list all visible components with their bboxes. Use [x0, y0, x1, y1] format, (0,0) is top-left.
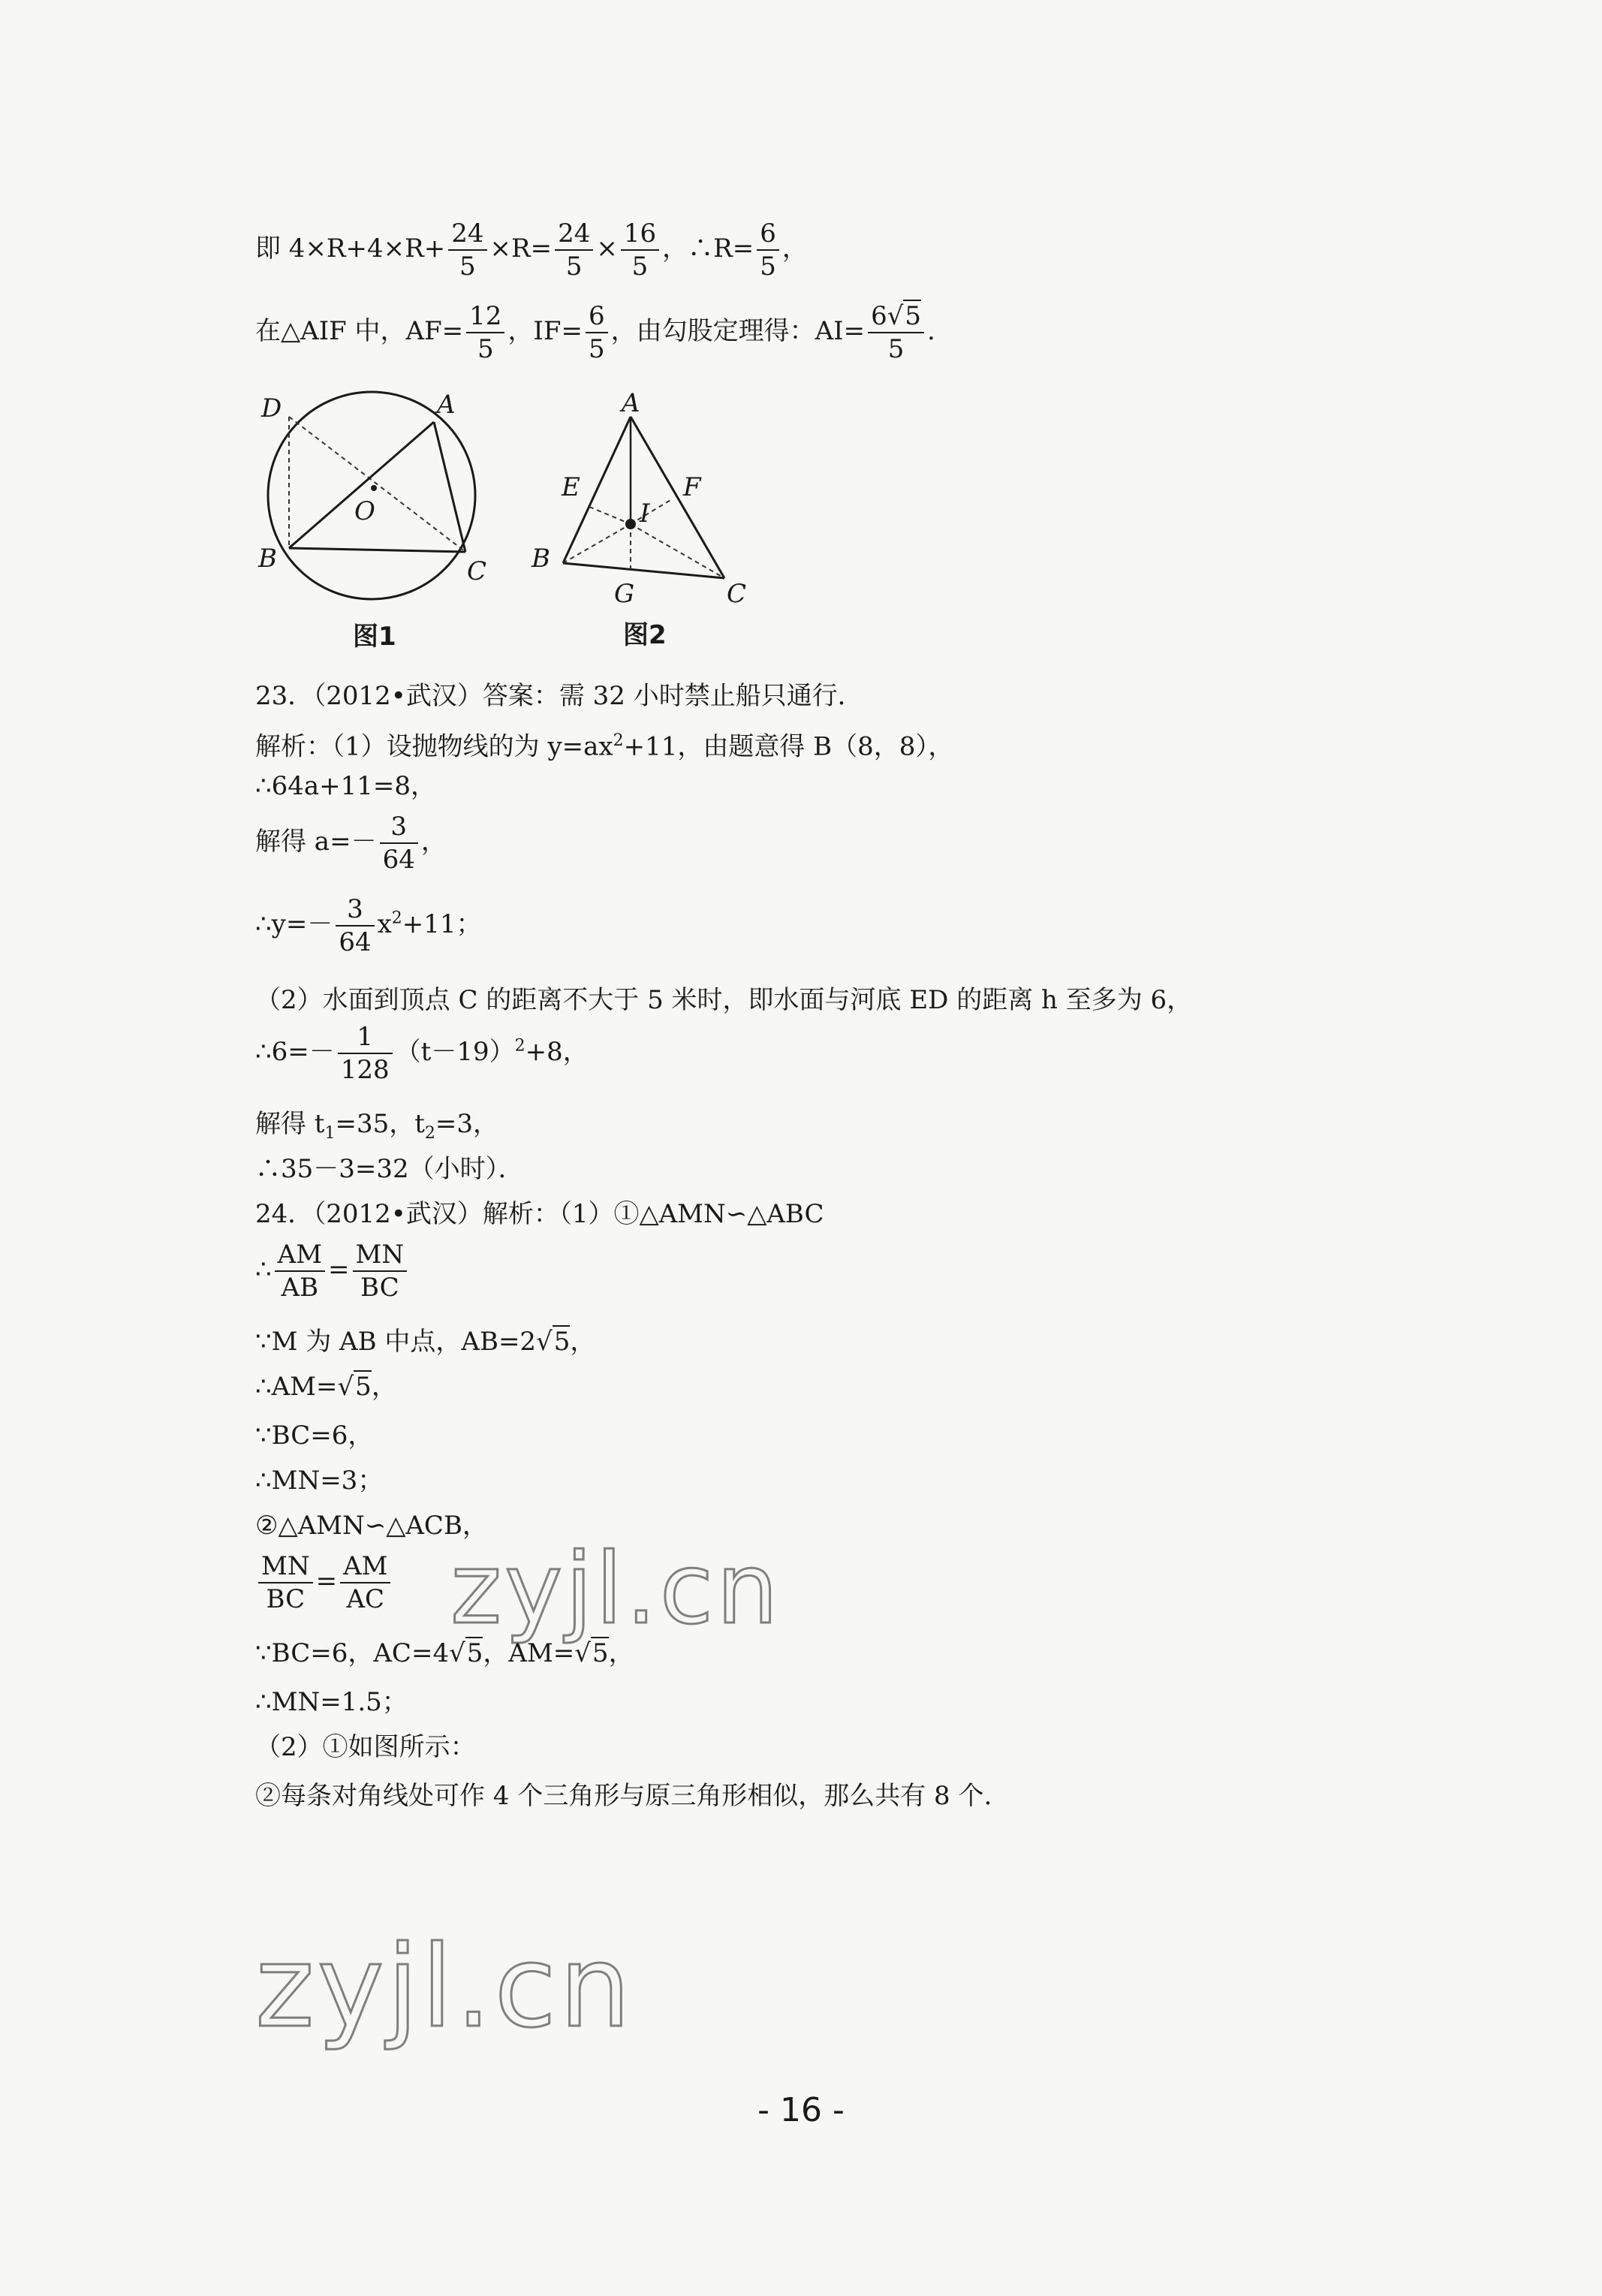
equation-line: ∴64a+11=8，: [255, 771, 437, 801]
label-c: C: [467, 556, 487, 586]
equation-line: [255, 1550, 393, 1615]
text: +8，: [525, 1037, 589, 1067]
text: ，∴R=: [662, 234, 754, 264]
denominator: AC: [346, 1584, 385, 1614]
superscript: 2: [613, 731, 624, 750]
equation-line: [255, 1107, 498, 1150]
analysis-line: [255, 725, 953, 763]
numerator: 3: [380, 811, 418, 844]
text: ∴: [255, 1255, 272, 1285]
page-number: - 16 -: [757, 2091, 845, 2129]
text: 解析：（1）设抛物线的为 y=ax: [255, 731, 613, 762]
text: =: [328, 1255, 350, 1285]
radicand: 5: [592, 1638, 609, 1668]
fraction: [466, 300, 504, 365]
denominator: 5: [459, 252, 476, 282]
numerator: MN: [258, 1550, 313, 1583]
fraction: [353, 1239, 408, 1303]
line-bc: [563, 563, 724, 578]
denominator: 64: [339, 927, 372, 957]
text: ×: [596, 234, 618, 264]
equation-line: ∴MN=3；: [255, 1466, 384, 1496]
label-a: A: [622, 390, 640, 418]
fraction: [380, 811, 418, 875]
label-c: C: [727, 579, 747, 608]
text: ×R=: [489, 234, 553, 264]
numerator: 6: [586, 300, 608, 333]
fraction: [586, 300, 608, 365]
equation-line: ∴35－3=32（小时）．: [255, 1154, 524, 1184]
label-b: B: [258, 544, 277, 574]
fraction: [340, 1550, 390, 1615]
text: 在△AIF 中，AF=: [255, 316, 464, 346]
denominator: 5: [588, 334, 605, 364]
text: +11，由题意得 B（8，8），: [623, 731, 954, 762]
denominator: 5: [477, 334, 494, 364]
dashed-line-dc: [289, 417, 465, 552]
radicand: 5: [905, 301, 922, 331]
fraction: [555, 218, 593, 282]
numerator: AM: [275, 1239, 325, 1272]
text: ∴AM=: [255, 1372, 338, 1402]
numerator: 24: [448, 218, 486, 251]
watermark: zyjl.cn: [450, 1532, 781, 1646]
text: ∴y=－: [255, 909, 333, 939]
text: ，: [570, 1327, 596, 1357]
radicand: 5: [355, 1372, 372, 1402]
equation-line-2: [255, 300, 935, 365]
fraction: [338, 1021, 393, 1086]
denominator: BC: [266, 1584, 306, 1614]
denominator: 128: [340, 1055, 390, 1085]
line-ac: [631, 417, 724, 578]
incenter-point: [625, 519, 636, 529]
text: 解得 t: [255, 1109, 325, 1139]
text: x: [377, 909, 392, 939]
text: ，: [420, 827, 447, 857]
text: （t－19）: [395, 1037, 515, 1067]
label-g: G: [614, 579, 635, 608]
text: ，IF=: [507, 316, 583, 346]
text: ∴6=－: [255, 1037, 335, 1067]
superscript: 2: [391, 908, 402, 928]
equation-line: ∵BC=6，: [255, 1421, 374, 1451]
figure-1-circle-diagram: [248, 383, 503, 608]
denominator: AB: [281, 1273, 319, 1303]
text: ，: [608, 1638, 634, 1668]
label-i: I: [640, 499, 650, 529]
superscript: 2: [514, 1036, 525, 1056]
text: .: [927, 316, 935, 346]
text: =35，t: [335, 1109, 425, 1139]
equation-line: ②△AMN∽△ACB，: [255, 1511, 488, 1541]
equation-line: [255, 1239, 410, 1303]
numerator: 12: [466, 300, 504, 333]
equation-line: [255, 811, 447, 875]
numerator: 24: [555, 218, 593, 251]
denominator: 64: [382, 845, 415, 875]
text: 解得 a=－: [255, 827, 377, 857]
numerator: AM: [340, 1550, 390, 1583]
fraction: [258, 1550, 313, 1615]
equation-line: ∵M 为 AB 中点，AB=2√5，: [255, 1327, 596, 1357]
dashed-line-if: [631, 499, 672, 524]
denominator: 5: [631, 252, 649, 282]
figure-1-caption: 图1: [353, 622, 396, 652]
equation-line: [255, 1021, 589, 1086]
coefficient: 6: [871, 301, 887, 331]
denominator: 5: [887, 334, 905, 364]
figure-2-triangle-diagram: [525, 390, 766, 608]
fraction: [336, 893, 374, 958]
text: =: [315, 1566, 338, 1596]
subscript: 1: [324, 1123, 336, 1143]
equation-line: [255, 893, 482, 958]
denominator: BC: [360, 1273, 399, 1303]
label-f: F: [683, 472, 701, 502]
equation-line: ∵BC=6，AC=4√5，AM=√5，: [255, 1638, 634, 1668]
subscript: 2: [424, 1123, 435, 1143]
figure-2-caption: 图2: [623, 620, 667, 650]
numerator: 6: [757, 218, 779, 251]
numerator: MN: [353, 1239, 408, 1272]
text: ，: [371, 1372, 397, 1402]
watermark: zyjl.cn: [255, 1922, 634, 2053]
fraction: [757, 218, 779, 282]
label-e: E: [562, 472, 580, 502]
equation-line-1: [255, 218, 808, 282]
radicand: 5: [466, 1638, 483, 1668]
question-23-answer: 23．（2012•武汉）答案：需 32 小时禁止船只通行．: [255, 681, 863, 711]
numerator: 6√5: [868, 300, 924, 333]
numerator: 16: [621, 218, 659, 251]
label-o: O: [354, 496, 375, 526]
numerator: 3: [336, 893, 374, 927]
label-a: A: [437, 390, 456, 420]
dashed-line-ei: [589, 507, 631, 524]
fraction: [448, 218, 486, 282]
denominator: 5: [760, 252, 776, 282]
line-bc: [289, 548, 465, 552]
label-d: D: [261, 393, 282, 423]
equation-line: ∴AM=√5，: [255, 1372, 397, 1402]
text: =3，: [435, 1109, 499, 1139]
text-line: （2）水面到顶点 C 的距离不大于 5 米时，即水面与河底 ED 的距离 h 至多为 6，: [255, 985, 1193, 1015]
text: 即 4×R+4×R+: [255, 234, 446, 264]
text: ∵M 为 AB 中点，AB=2: [255, 1327, 537, 1357]
fraction: [621, 218, 659, 282]
equation-line: ∴MN=1.5；: [255, 1687, 408, 1717]
circle: [268, 392, 475, 599]
text-line: （2）①如图所示：: [255, 1732, 476, 1762]
denominator: 5: [565, 252, 583, 282]
radicand: 5: [553, 1327, 571, 1357]
text-line: ②每条对角线处可作 4 个三角形与原三角形相似，那么共有 8 个.: [255, 1781, 992, 1811]
fraction: [868, 300, 924, 365]
numerator: 1: [338, 1021, 393, 1054]
text: ∵BC=6，AC=4: [255, 1638, 450, 1668]
text: ，由勾股定理得：AI=: [610, 316, 866, 346]
text: ，AM=: [483, 1638, 575, 1668]
line-ba: [289, 422, 434, 548]
text: ，: [781, 234, 808, 264]
fraction: [275, 1239, 325, 1303]
center-point: [371, 485, 377, 491]
label-b: B: [531, 544, 550, 574]
question-24-analysis: 24．（2012•武汉）解析：（1）①△AMN∽△ABC: [255, 1199, 824, 1229]
text: +11；: [402, 909, 482, 939]
